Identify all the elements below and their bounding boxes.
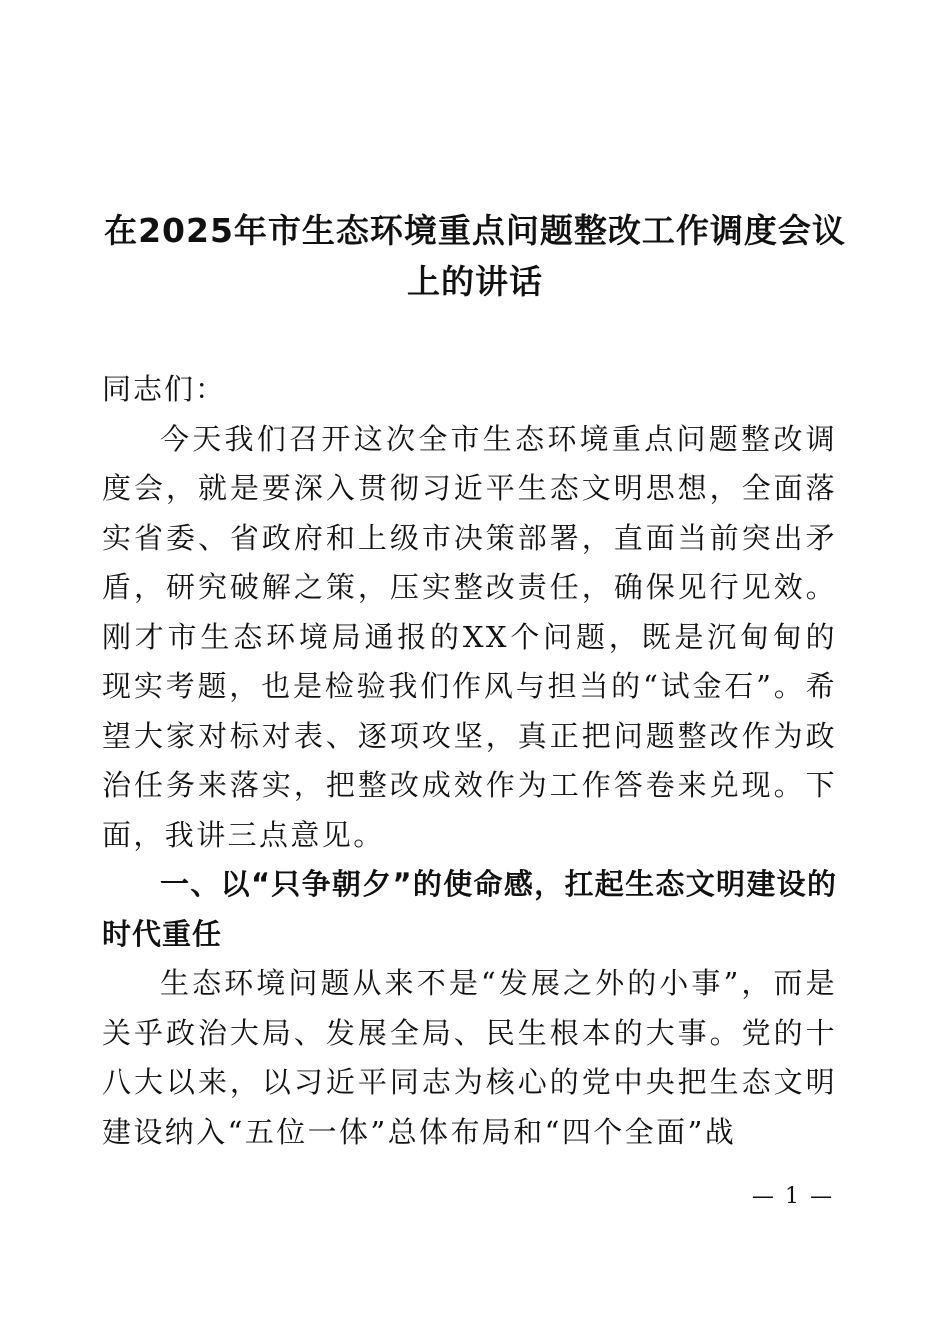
salutation: 同志们： (102, 372, 227, 406)
section-paragraph: 生态环境问题从来不是“发展之外的小事”，而是关乎政治大局、发展全局、民生根本的大事。党的十八大以来，以习近平同志为核心的党中央把生态文明建设纳入“五位一体”总体布局和“四个全面”战 (102, 966, 837, 1149)
intro-paragraph: 今天我们召开这次全市生态环境重点问题整改调度会，就是要深入贯彻习近平生态文明思想，全面落实省委、省政府和上级市决策部署，直面当前突出矛盾，研究破解之策，压实整改责任，确保见行见效。刚才市生态环境局通报的XX个问题，既是沉甸甸的现实考题，也是检验我们作风与担当的“试金石”。希望大家对标对表、逐项攻坚，真正把问题整改作为政治任务来落实，把整改成效作为工作答卷来兑现。下面，我讲三点意见。 (102, 421, 837, 852)
page-number: — 1 — (752, 1184, 834, 1209)
document-body (102, 365, 837, 1157)
document-title: 在2025年市生态环境重点问题整改工作调度会议上的讲话 (104, 211, 846, 301)
section-heading: 一、以“只争朝夕”的使命感，扛起生态文明建设的时代重任 (102, 867, 837, 951)
